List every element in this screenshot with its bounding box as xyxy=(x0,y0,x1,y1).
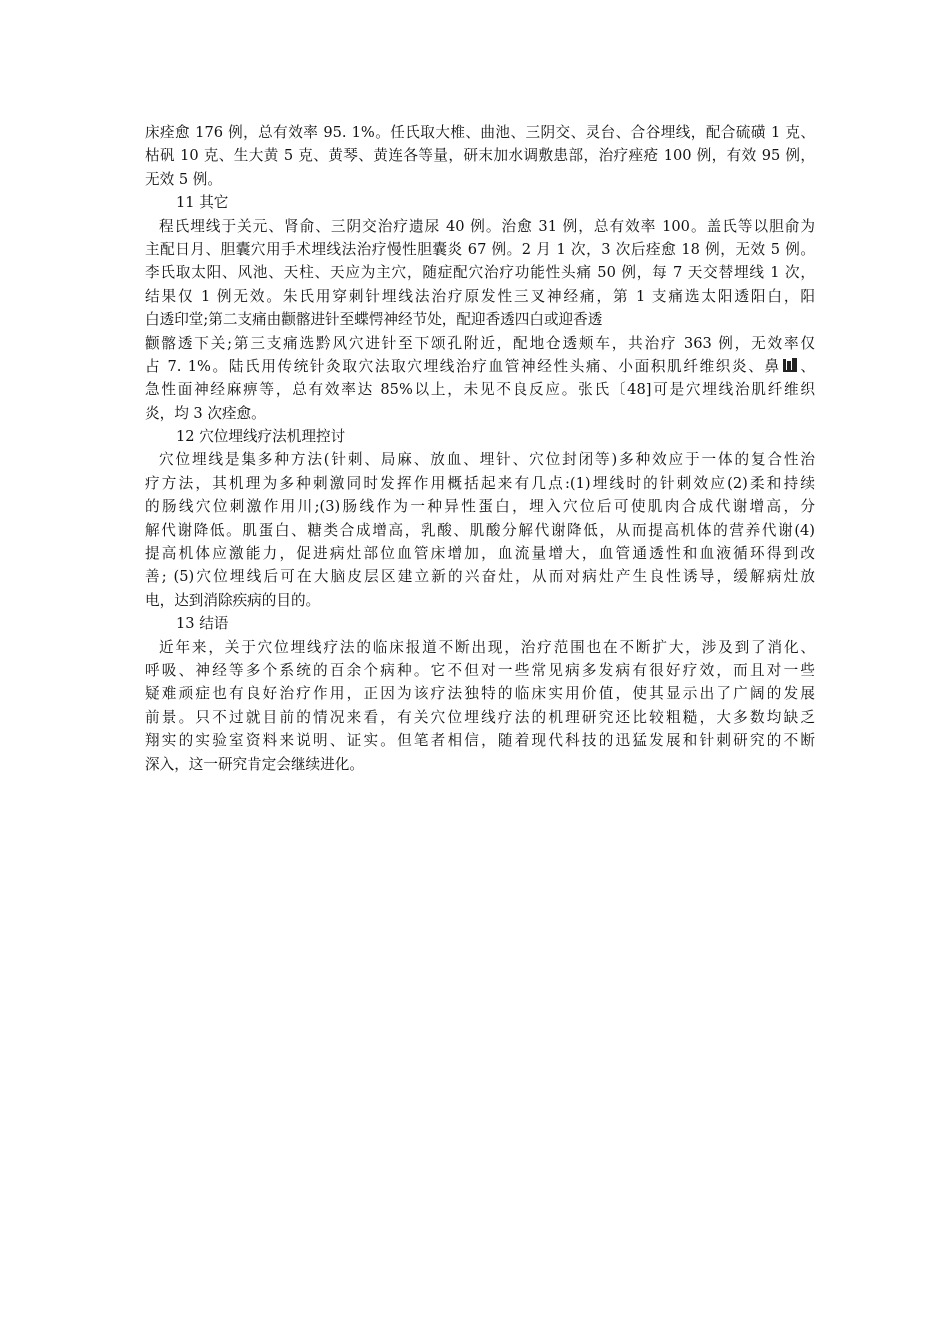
text-line: 电，达到消除疾病的目的。 xyxy=(145,591,321,609)
text-line: 无效 5 例。 xyxy=(145,170,222,188)
text-line: 善; (5)穴位埋线后可在大脑皮层区建立新的兴奋灶，从而对病灶产生良性诱导，缓解病灶放 xyxy=(145,568,815,586)
text-line: 急性面神经麻痹等，总有效率达 85%以上，未见不良反应。张氏〔48]可是穴埋线治肌纤维织 xyxy=(145,381,815,399)
text-line: 疑难顽症也有良好治疗作用，正因为该疗法独特的临床实用价值，使其显示出了广阔的发展 xyxy=(145,685,815,703)
text-line: 疗方法，其机理为多种刺激同时发挥作用概括起来有几点:(1)埋线时的针刺效应(2)柔和持续 xyxy=(145,474,815,492)
section-12-paragraph xyxy=(145,448,815,612)
text-line: 呼吸、神经等多个系统的百余个病种。它不但对一些常见病多发病有很好疗效，而且对一些 xyxy=(145,661,815,679)
section-heading-13: 13 结语 xyxy=(176,615,229,633)
text-segment: 占 7. 1%。陆氏用传统针灸取穴法取穴埋线治疗血管神经性头痛、小面积肌纤维织炎、鼻 xyxy=(145,357,781,375)
section-heading-12: 12 穴位埋线疗法机理控讨 xyxy=(176,428,346,446)
text-line: 主配日月、胆囊穴用手术埋线法治疗慢性胆囊炎 67 例。2 月 1 次，3 次后痊愈 18 例，无效 5 例。 xyxy=(145,240,815,258)
text-line: 前景。只不过就目前的情况来看，有关穴位埋线疗法的机理研究还比较粗糙，大多数均缺乏 xyxy=(145,708,815,726)
section-11-paragraph xyxy=(145,215,815,426)
document-body xyxy=(145,121,815,776)
text-line: 白透印堂;第二支痛由颧髂进针至蝶愕神经节处，配迎香透四白或迎香透 xyxy=(145,311,603,329)
text-line: 穴位埋线是集多种方法(针刺、局麻、放血、埋针、穴位封闭等)多种效应于一体的复合性治 xyxy=(159,451,815,469)
text-line: 炎，均 3 次痊愈。 xyxy=(145,404,266,422)
text-line: 枯矾 10 克、生大黄 5 克、黄琴、黄连各等量，研末加水调敷患部，治疗痤疮 100 例，有效 95 例， xyxy=(145,147,815,165)
section-13-paragraph xyxy=(145,636,815,776)
text-line: 颧髂透下关;第三支痛选黔风穴进针至下颂孔附近，配地仓透颊车，共治疗 363 例，无效率仅 xyxy=(145,334,815,352)
text-line: 李氏取太阳、风池、天柱、天应为主穴，随症配穴治疗功能性头痛 50 例，每 7 天交替埋线 1 次， xyxy=(145,264,815,282)
paragraph-intro xyxy=(145,121,815,191)
text-line: 程氏埋线于关元、肾俞、三阴交治疗遗尿 40 例。治愈 31 例，总有效率 100。盖氏等以胆俞为 xyxy=(159,217,815,235)
text-line: 近年来，关于穴位埋线疗法的临床报道不断出现，治疗范围也在不断扩大，涉及到了消化、 xyxy=(159,638,815,656)
text-line: 结果仅 1 例无效。朱氏用穿刺针埋线法治疗原发性三叉神经痛，第 1 支痛选太阳透阳白，阳 xyxy=(145,287,815,305)
text-line: 深入，这一研究肯定会继续进化。 xyxy=(145,755,364,773)
unrendered-character-icon xyxy=(782,358,798,373)
text-line: 的肠线穴位刺激作用川;(3)肠线作为一种异性蛋白，埋入穴位后可使肌肉合成代谢增高，分 xyxy=(145,498,815,516)
text-line: 床痊愈 176 例，总有效率 95. 1%。任氏取大椎、曲池、三阴交、灵台、合谷埋线，配合硫磺 1 克、 xyxy=(145,124,815,141)
section-heading-11: 11 其它 xyxy=(176,194,229,212)
text-line: 解代谢降低。肌蛋白、糖类合成增高，乳酸、肌酸分解代谢降低，从而提高机体的营养代谢(4) xyxy=(145,521,815,539)
text-segment: 、 xyxy=(798,357,815,375)
text-line-with-glyph xyxy=(145,355,815,378)
text-line: 翔实的实验室资料来说明、证实。但笔者相信，随着现代科技的迅猛发展和针刺研究的不断 xyxy=(145,732,815,750)
text-line: 提高机体应激能力，促进病灶部位血管床增加，血流量增大，血管通透性和血液循环得到改 xyxy=(145,545,815,563)
